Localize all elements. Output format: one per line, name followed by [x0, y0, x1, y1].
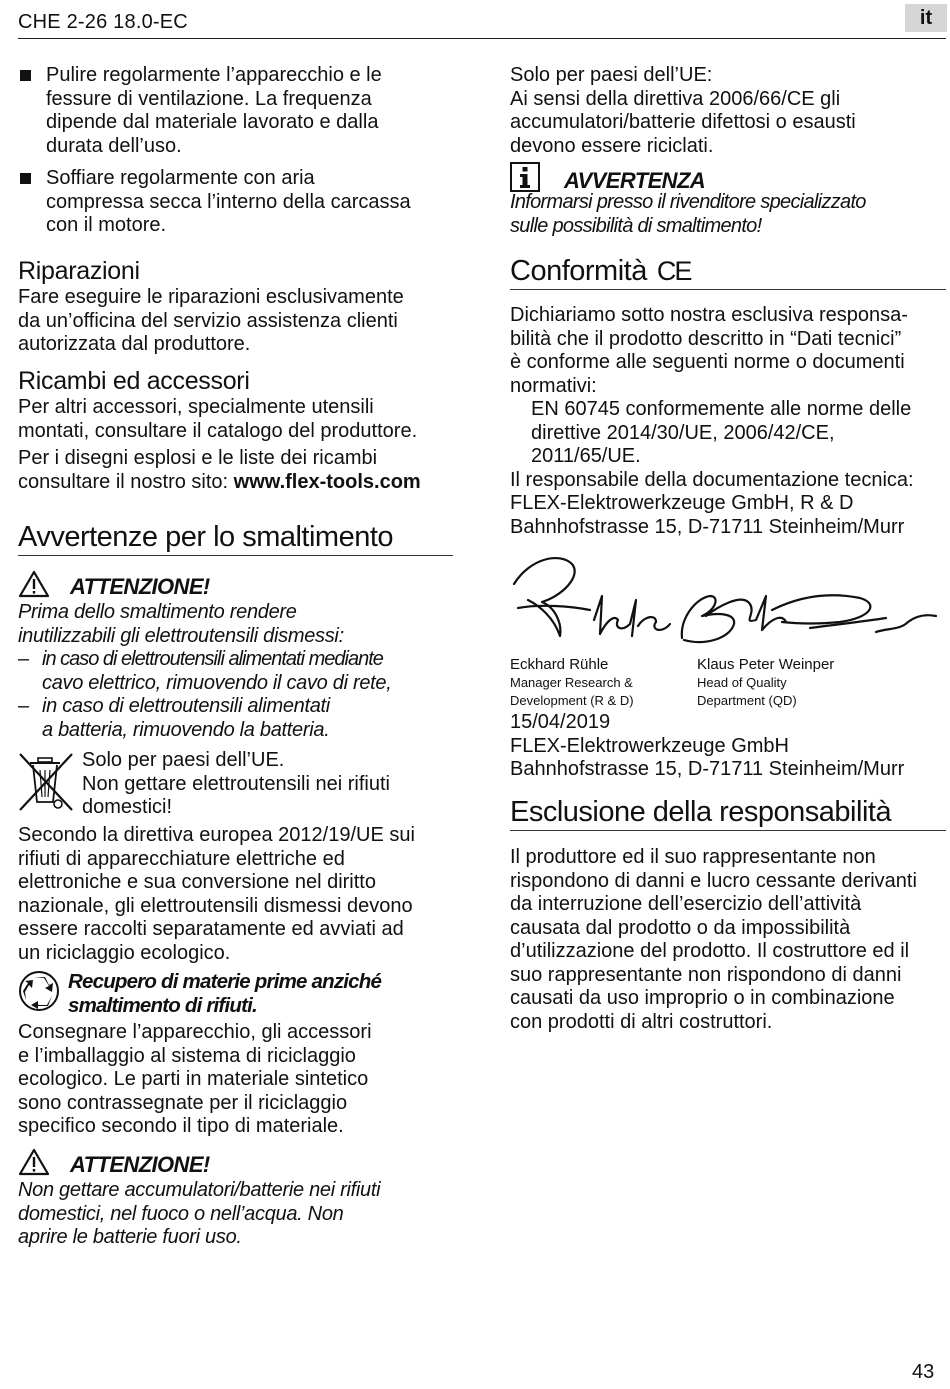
avvertenza-title: AVVERTENZA: [564, 168, 706, 193]
text-line: da interruzione dell’esercizio dell’attività: [510, 893, 862, 915]
signatory-role: Development (R & D): [510, 693, 634, 708]
battery-disposal: [510, 64, 946, 158]
page-number: 43: [912, 1361, 935, 1383]
date-address-block: [510, 711, 946, 782]
section-heading: Esclusione della responsabilità: [510, 796, 892, 828]
conformita-text: [510, 304, 946, 539]
esclusione-text: [510, 846, 946, 1034]
text-line: EN 60745 conformemente alle norme delle: [531, 398, 912, 420]
text-line: normativi:: [510, 374, 597, 397]
website-link[interactable]: www.flex-tools.com: [233, 470, 421, 493]
heading-rule: [510, 289, 946, 290]
text-line: aprire le batterie fuori uso.: [18, 1226, 242, 1248]
text-line: rifiuti di apparecchiature elettriche ed: [18, 847, 345, 870]
text-line: inutilizzabili gli elettroutensili dismessi:: [18, 624, 344, 647]
language-badge: it: [905, 4, 947, 32]
section-heading: Conformità: [510, 255, 647, 287]
text-line: Secondo la direttiva europea 2012/19/UE sui: [18, 824, 415, 846]
text-line: un riciclaggio ecologico.: [18, 941, 231, 964]
text-line: nazionale, gli elettroutensili dismessi devono: [18, 894, 413, 917]
text-line: Soffiare regolarmente con aria: [46, 167, 315, 189]
text-line: Fare eseguire le riparazioni esclusivamente: [18, 286, 404, 308]
text-line: Non gettare elettroutensili nei rifiuti: [82, 772, 390, 795]
riparazioni-section: [18, 256, 458, 357]
text-line: Consegnare l’apparecchio, gli accessori: [18, 1021, 372, 1043]
norms-block: [510, 398, 946, 469]
text-line: Bahnhofstrasse 15, D-71711 Steinheim/Murr: [510, 758, 905, 780]
text-line: autorizzata dal produttore.: [18, 333, 251, 355]
text-line: montati, consultare il catalogo del produttore.: [18, 419, 418, 442]
dash-marker: –: [18, 695, 29, 717]
signatory-role: Manager Research &: [510, 675, 633, 690]
text-line: 2011/65/UE.: [531, 445, 641, 467]
directive-paragraph: [18, 824, 463, 965]
signatory-name: Klaus Peter Weinper: [697, 656, 835, 673]
warning-triangle-icon: [18, 570, 50, 598]
text-line: fessure di ventilazione. La frequenza: [46, 87, 372, 110]
header-divider: [18, 38, 946, 39]
warning-title: ATTENZIONE!: [70, 1152, 210, 1177]
text-line: Solo per paesi dell’UE:: [510, 64, 713, 86]
warning-triangle-icon: [18, 1148, 50, 1176]
signatures-image: [510, 548, 940, 654]
text-line: direttive 2014/30/UE, 2006/42/CE,: [531, 421, 835, 444]
text-line: Solo per paesi dell’UE.: [82, 749, 285, 771]
recycle-paragraph: [18, 1021, 458, 1139]
text-line: elettroniche e sua conversione nel diritto: [18, 871, 376, 893]
text-line: durata dell’uso.: [46, 134, 182, 157]
dash-marker: –: [18, 648, 29, 670]
text-line: causati da uso improprio o in combinazione: [510, 987, 895, 1009]
text-line: a batteria, rimuovendo la batteria.: [42, 718, 330, 741]
document-title: CHE 2-26 18.0-EC: [18, 11, 188, 33]
text-line: FLEX-Elektrowerkzeuge GmbH: [510, 734, 789, 757]
bullet-item: [18, 167, 458, 238]
heading-rule: [18, 555, 453, 556]
text-line: dipende dal materiale lavorato e dalla: [46, 111, 379, 133]
conformita-heading-block: [510, 254, 946, 290]
text-line: e l’imballaggio al sistema di riciclaggio: [18, 1044, 356, 1067]
signatory-role: Head of Quality: [697, 675, 787, 690]
text-line: Prima dello smaltimento rendere: [18, 601, 297, 623]
heading-row: [510, 254, 946, 288]
text-line: essere raccolti separatamente ed avviati ad: [18, 918, 404, 940]
text-line: cavo elettrico, rimuovendo il cavo di rete,: [42, 671, 392, 694]
dash-item: [18, 648, 458, 695]
signatory-2: [697, 655, 917, 710]
weee-notice: [82, 749, 462, 820]
avvertenza-text: [510, 191, 946, 238]
text-line: smaltimento di rifiuti.: [68, 993, 257, 1017]
warning-text: [18, 601, 458, 742]
info-icon: [510, 162, 540, 192]
text-line: da un’officina del servizio assistenza clienti: [18, 309, 398, 332]
text-line: Non gettare accumulatori/batterie nei rifiuti: [18, 1179, 381, 1201]
crossed-bin-icon: [18, 750, 76, 814]
text-line: Per i disegni esplosi e le liste dei ricambi: [18, 447, 378, 469]
text-line: in caso di elettroutensili alimentati mediante: [42, 648, 383, 670]
signatory-name: Eckhard Rühle: [510, 656, 609, 673]
bullet-item: [18, 64, 458, 158]
text-line: specifico secondo il tipo di materiale.: [18, 1115, 344, 1137]
section-heading: Avvertenze per lo smaltimento: [18, 521, 394, 553]
ce-mark-icon: CE: [656, 256, 691, 286]
maintenance-bullet-list: [18, 64, 458, 238]
warning-title: ATTENZIONE!: [70, 574, 210, 599]
text-line: è conforme alle seguenti norme o documenti: [510, 351, 905, 373]
text-line: domestici!: [82, 796, 173, 818]
section-heading: Ricambi ed accessori: [18, 367, 250, 395]
text-line: rispondono di danni e lucro cessante derivanti: [510, 869, 917, 892]
text-line: Pulire regolarmente l’apparecchio e le: [46, 64, 382, 86]
smaltimento-heading-block: [18, 520, 453, 556]
bullet-square-icon: [20, 173, 31, 184]
text-line: ecologico. Le parti in materiale sintetico: [18, 1068, 369, 1090]
signatory-role: Department (QD): [697, 693, 797, 708]
text-line: [18, 471, 468, 495]
text-span: consultare il nostro sito:: [18, 470, 234, 493]
ricambi-section: [18, 366, 468, 494]
text-line: sulle possibilità di smaltimento!: [510, 214, 762, 237]
text-line: sono contrassegnate per il riciclaggio: [18, 1091, 348, 1114]
text-line: Il produttore ed il suo rappresentante non: [510, 846, 876, 868]
text-line: FLEX-Elektrowerkzeuge GmbH, R & D: [510, 492, 854, 514]
dash-item: [18, 695, 458, 742]
bullet-square-icon: [20, 70, 31, 81]
text-line: Dichiariamo sotto nostra esclusiva responsa-: [510, 304, 908, 326]
warning-text: [18, 1179, 458, 1250]
recycling-icon: [18, 970, 60, 1012]
recycle-title: [68, 970, 448, 1017]
text-line: bilità che il prodotto descritto in “Dati tecnici”: [510, 327, 902, 350]
text-line: Per altri accessori, specialmente utensili: [18, 396, 374, 418]
text-line: Ai sensi della direttiva 2006/66/CE gli: [510, 87, 841, 110]
text-line: Il responsabile della documentazione tecnica:: [510, 468, 914, 491]
text-line: compressa secca l’interno della carcassa: [46, 190, 411, 213]
text-line: con il motore.: [46, 214, 167, 236]
text-line: d’utilizzazione del prodotto. Il costruttore ed il: [510, 940, 910, 962]
text-line: Bahnhofstrasse 15, D-71711 Steinheim/Murr: [510, 515, 905, 538]
text-line: domestici, nel fuoco o nell’acqua. Non: [18, 1202, 344, 1225]
text-line: Recupero di materie prime anziché: [68, 970, 382, 993]
text-line: in caso di elettroutensili alimentati: [42, 695, 330, 717]
text-line: causata dal prodotto o da impossibilità: [510, 916, 851, 939]
esclusione-heading-block: [510, 795, 946, 831]
text-line: 15/04/2019: [510, 711, 611, 733]
text-line: devono essere riciclati.: [510, 134, 714, 157]
signatory-1: [510, 655, 690, 710]
heading-rule: [510, 830, 946, 831]
text-line: suo rappresentante non rispondono di danni: [510, 963, 902, 986]
section-heading: Riparazioni: [18, 257, 140, 285]
text-line: accumulatori/batterie difettosi o esausti: [510, 111, 856, 133]
text-line: con prodotti di altri costruttori.: [510, 1010, 773, 1033]
text-line: Informarsi presso il rivenditore specializzato: [510, 191, 866, 213]
